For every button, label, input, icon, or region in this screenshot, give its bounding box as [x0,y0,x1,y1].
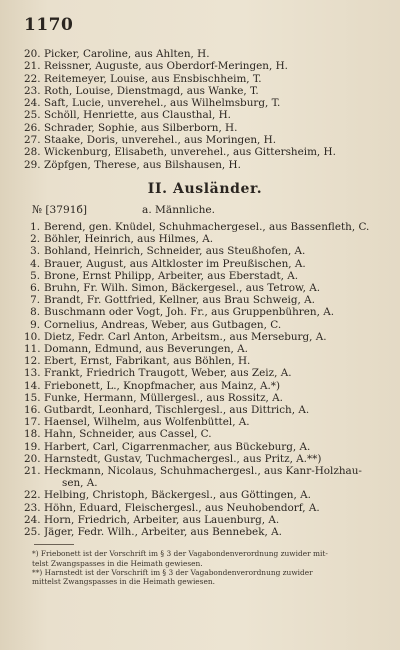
list-item [24,60,386,72]
list-item [24,514,386,526]
item-number: 29. [24,158,41,171]
footnote-line: *) Friebonett ist der Vorschrift im § 3 der Vagabondenverordnung zuwider mit- [32,549,328,559]
item-text: Saft, Lucie, unverehel., aus Wilhelmsburg, T. [44,97,281,110]
footnote-line: **) Harnstedt ist der Vorschrift im § 3 der Vagabondenverordnung zuwider [32,568,313,578]
footnote-line: mittelst Zwangspasses in die Heimath gewiesen. [32,577,215,587]
item-number: 18. [24,428,41,441]
item-text: Brone, Ernst Philipp, Arbeiter, aus Eberstadt, A. [44,269,299,282]
item-text: Buschmann oder Vogt, Joh. Fr., aus Gruppenbühren, A. [44,306,335,319]
item-number: 12. [24,355,41,368]
item-number: 23. [24,84,41,97]
list-item [24,97,386,109]
list-item [24,109,386,121]
item-text: Gutbardt, Leonhard, Tischlergesl., aus Dittrich, A. [44,404,310,417]
list-female-continued [24,48,386,171]
item-number: 21. [24,465,41,478]
subsection-header [24,203,386,217]
list-item [24,73,386,85]
list-item [24,319,386,331]
list-item [24,48,386,60]
item-number: 10. [24,330,41,343]
item-number: 20. [24,48,41,60]
list-item [24,355,386,367]
list-male [24,221,386,477]
item-number: 22. [24,489,41,502]
item-text: Reitemeyer, Louise, aus Ensbischheim, T. [44,72,262,85]
item-number: 9. [30,318,40,331]
item-text: Friebonett, L., Knopfmacher, aus Mainz, A.*) [44,379,281,392]
item-number: 21. [24,60,41,73]
item-number: 19. [24,440,41,453]
item-text: Brandt, Fr. Gottfried, Kellner, aus Brau Schweig, A. [44,294,315,307]
list-item [24,343,386,355]
item-text: Bohland, Heinrich, Schneider, aus Steußhofen, A. [44,245,306,258]
item-text: Horn, Friedrich, Arbeiter, aus Lauenburg, A. [44,513,280,526]
item-number: 28. [24,146,41,159]
item-number: 24. [24,97,41,110]
item-number: 24. [24,513,41,526]
item-text: Roth, Louise, Dienstmagd, aus Wanke, T. [44,84,259,97]
list-item-continuation: sen, A. [62,477,98,490]
item-text: Böhler, Heinrich, aus Hilmes, A. [44,233,214,246]
list-item [24,221,386,233]
item-number: 26. [24,121,41,134]
item-number: 4. [30,257,40,270]
page-number: 1170 [24,15,74,35]
list-item [24,416,386,428]
list-item [24,465,386,477]
item-text: Schrader, Sophie, aus Silberborn, H. [44,121,238,134]
item-text: Jäger, Fedr. Wilh., Arbeiter, aus Bennebek, A. [44,526,282,539]
list-item [24,258,386,270]
list-item [24,380,386,392]
list-item [24,404,386,416]
item-number: 13. [24,367,41,380]
item-number: 16. [24,404,41,417]
footnote-line: telst Zwangspasses in die Heimath gewiesen. [32,558,203,568]
item-text: Harbert, Carl, Cigarrenmacher, aus Bückeburg, A. [44,440,311,453]
item-number: 1. [30,220,40,233]
item-text: Picker, Caroline, aus Ahlten, H. [44,48,210,60]
subsection-title: a. Männliche. [142,203,216,216]
list-item [24,245,386,257]
item-number: 25. [24,109,41,122]
footnote-divider [34,544,74,545]
item-number: 17. [24,416,41,429]
list-item [24,367,386,379]
item-number: 6. [30,281,40,294]
item-number: 14. [24,379,41,392]
item-text: Harnstedt, Gustav, Tuchmachergesl., aus Pritz, A.**) [44,452,322,465]
item-number: 8. [30,306,40,319]
list-item [24,331,386,343]
footnotes [24,549,386,587]
item-text: Schöll, Henriette, aus Clausthal, H. [44,109,231,122]
item-text: Hahn, Schneider, aus Cassel, C. [44,428,212,441]
item-number: 11. [24,343,41,355]
list-item [24,294,386,306]
item-text: Höhn, Eduard, Fleischergesl., aus Neuhobendorf, A. [44,501,320,514]
list-item [24,428,386,440]
section-title: II. Ausländer. [147,180,263,197]
list-item [24,159,386,171]
item-text: Zöpfgen, Therese, aus Bilshausen, H. [44,158,241,171]
list-item [24,441,386,453]
item-number: 2. [30,233,40,246]
item-text: Frankt, Friedrich Traugott, Weber, aus Zeiz, A. [44,367,292,380]
item-number: 25. [24,526,41,539]
item-text: Brauer, August, aus Altkloster im Preußischen, A. [44,257,306,270]
item-number: 27. [24,134,41,147]
reference-number: № [3791б] [32,203,87,216]
list-item [24,392,386,404]
item-text: Bruhn, Fr. Wilh. Simon, Bäckergesel., aus Tetrow, A. [44,281,321,294]
list-item [24,502,386,514]
item-number: 5. [30,269,40,282]
item-number: 3. [30,245,40,258]
list-male-continued [24,489,386,538]
item-text: Wickenburg, Elisabeth, unverehel., aus Gittersheim, H. [44,146,336,159]
list-item [24,282,386,294]
item-text: Dietz, Fedr. Carl Anton, Arbeitsm., aus Merseburg, A. [44,330,327,343]
item-text: Helbing, Christoph, Bäckergesl., aus Göttingen, A. [44,489,311,502]
item-text: Reissner, Auguste, aus Oberdorf-Meringen, H. [44,60,288,73]
list-item [24,489,386,501]
item-number: 15. [24,391,41,404]
list-item [24,134,386,146]
item-text: Cornelius, Andreas, Weber, aus Gutbagen, C. [44,318,282,331]
item-text: Ebert, Ernst, Fabrikant, aus Böhlen, H. [44,355,251,368]
list-item [24,122,386,134]
list-item [24,146,386,158]
item-number: 7. [30,294,40,307]
list-item [24,526,386,538]
list-item [24,453,386,465]
item-text: Haensel, Wilhelm, aus Wolfenbüttel, A. [44,416,250,429]
item-number: 23. [24,501,41,514]
list-item [24,233,386,245]
item-number: 22. [24,72,41,85]
item-number: 20. [24,452,41,465]
list-item [24,85,386,97]
list-item [24,270,386,282]
item-text: Staake, Doris, unverehel., aus Moringen, H. [44,134,277,147]
item-text: Domann, Edmund, aus Beverungen, A. [44,343,248,355]
item-text: Heckmann, Nicolaus, Schuhmachergesl., aus Kanr-Holzhau- [44,465,362,478]
item-text: Berend, gen. Knüdel, Schuhmachergesel., aus Bassenfleth, C. [44,220,370,233]
item-text: Funke, Hermann, Müllergesl., aus Rossitz, A. [44,391,283,404]
list-item [24,306,386,318]
